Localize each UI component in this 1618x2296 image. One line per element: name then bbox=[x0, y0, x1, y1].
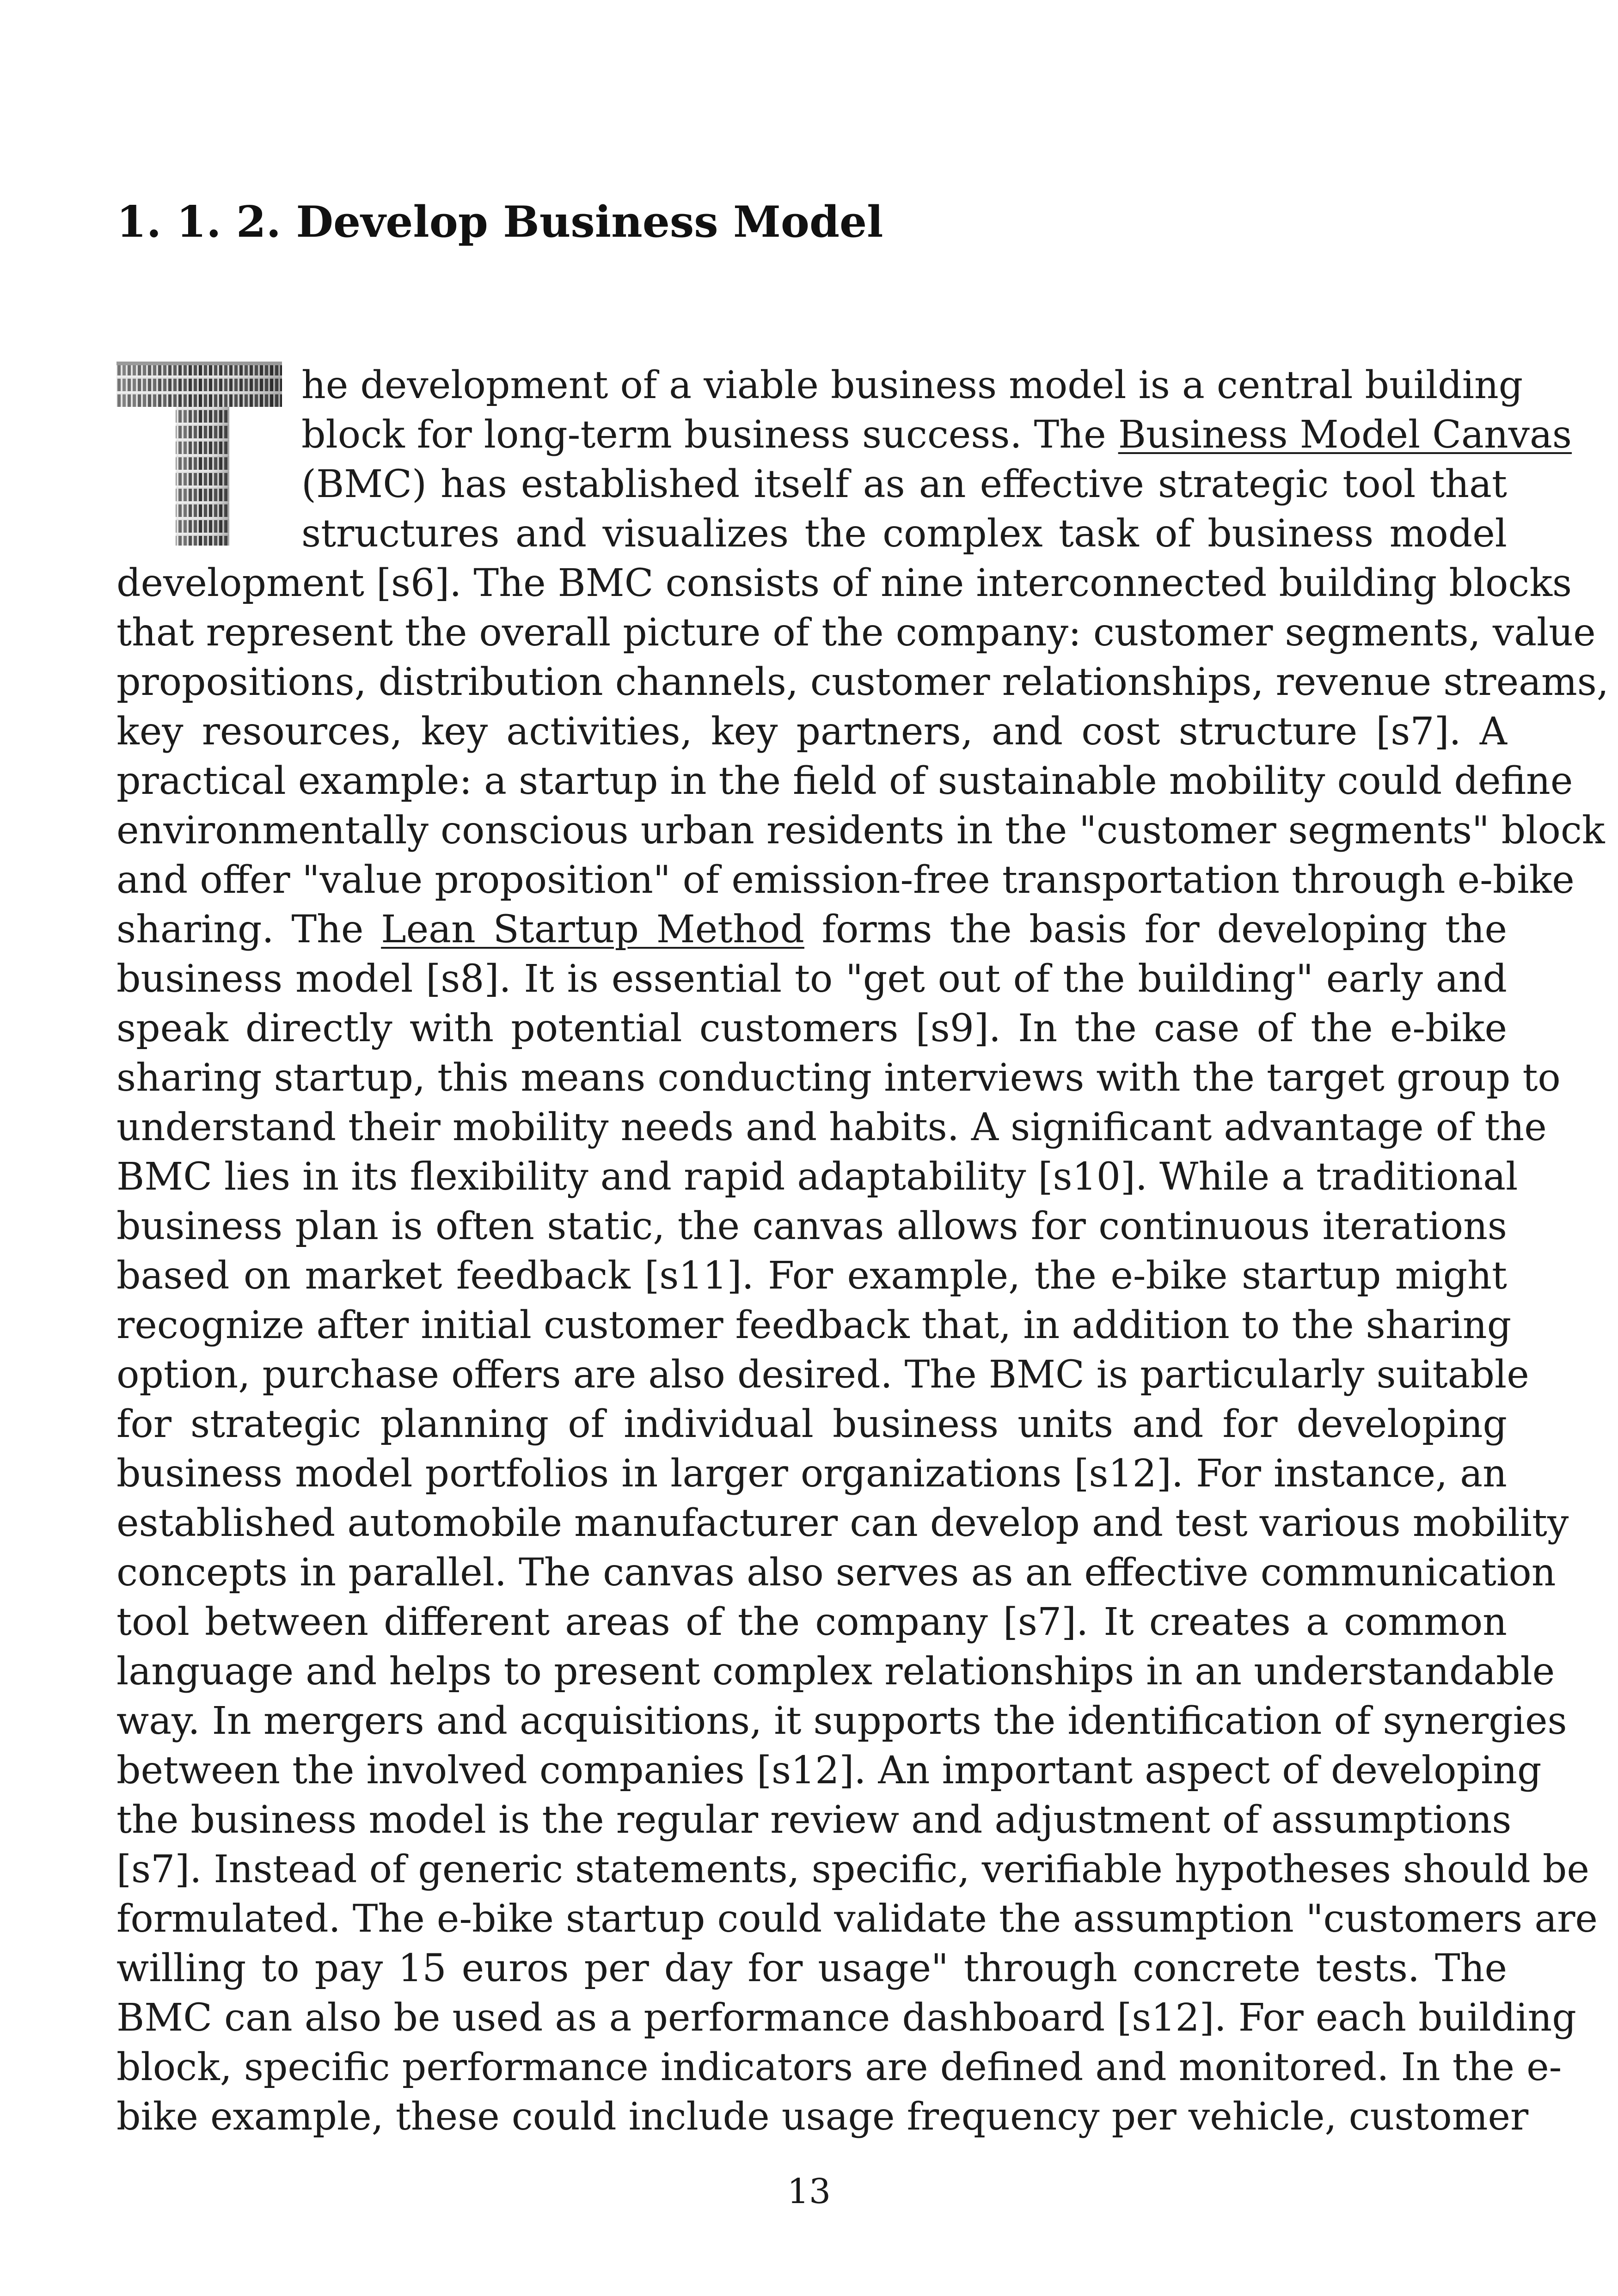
text-line: environmentally conscious urban residents in the "customer segments" block bbox=[116, 809, 1605, 853]
text-line: BMC lies in its flexibility and rapid adaptability [s10]. While a traditional bbox=[116, 1155, 1518, 1199]
text-line: that represent the overall picture of the company: customer segments, value bbox=[116, 611, 1596, 655]
tall-building-t-icon bbox=[116, 362, 282, 546]
text-line: between the involved companies [s12]. An important aspect of developing bbox=[116, 1749, 1542, 1793]
text-line: way. In mergers and acquisitions, it supports the identification of synergies bbox=[116, 1699, 1567, 1743]
lean-startup-method-link[interactable]: Lean Startup Method bbox=[381, 908, 804, 952]
text-line: tool between different areas of the company [s7]. It creates a common bbox=[116, 1600, 1507, 1644]
text-line: key resources, key activities, key partners, and cost structure [s7]. A bbox=[116, 710, 1507, 754]
text-line: willing to pay 15 euros per day for usage" through concrete tests. The bbox=[116, 1946, 1507, 1990]
text-line: (BMC) has established itself as an effective strategic tool that bbox=[301, 462, 1507, 506]
text-line: practical example: a startup in the field of sustainable mobility could define bbox=[116, 759, 1573, 803]
text-line: established automobile manufacturer can develop and test various mobility bbox=[116, 1501, 1569, 1545]
text-line: BMC can also be used as a performance dashboard [s12]. For each building bbox=[116, 1996, 1576, 2040]
text-line: based on market feedback [s11]. For example, the e-bike startup might bbox=[116, 1254, 1507, 1298]
text-line: recognize after initial customer feedback that, in addition to the sharing bbox=[116, 1303, 1512, 1347]
text-line: business model [s8]. It is essential to "get out of the building" early and bbox=[116, 957, 1507, 1001]
text-line: concepts in parallel. The canvas also serves as an effective communication bbox=[116, 1551, 1556, 1595]
text-line bbox=[301, 410, 1572, 460]
text-line bbox=[116, 905, 1507, 954]
text-line: sharing startup, this means conducting interviews with the target group to bbox=[116, 1056, 1561, 1100]
text-fragment: block for long-term business success. The bbox=[301, 413, 1118, 457]
text-fragment: sharing. The bbox=[116, 908, 381, 952]
page-number: 13 bbox=[787, 2172, 831, 2211]
text-line: structures and visualizes the complex task of business model bbox=[301, 512, 1507, 556]
text-line: the business model is the regular review and adjustment of assumptions bbox=[116, 1798, 1512, 1842]
business-model-canvas-link[interactable]: Business Model Canvas bbox=[1118, 413, 1572, 457]
text-line: for strategic planning of individual business units and for developing bbox=[116, 1402, 1507, 1446]
text-line: business model portfolios in larger organizations [s12]. For instance, an bbox=[116, 1452, 1507, 1496]
text-line: and offer "value proposition" of emission-free transportation through e-bike bbox=[116, 858, 1575, 902]
text-line: propositions, distribution channels, customer relationships, revenue streams, bbox=[116, 660, 1609, 704]
text-fragment: forms the basis for developing the bbox=[804, 908, 1507, 952]
text-line: [s7]. Instead of generic statements, specific, verifiable hypotheses should be bbox=[116, 1848, 1589, 1891]
text-line: formulated. The e-bike startup could validate the assumption "customers are bbox=[116, 1897, 1598, 1941]
text-line: understand their mobility needs and habits. A significant advantage of the bbox=[116, 1105, 1547, 1149]
text-line: block, specific performance indicators are defined and monitored. In the e- bbox=[116, 2045, 1562, 2089]
text-line: business plan is often static, the canvas allows for continuous iterations bbox=[116, 1204, 1507, 1248]
text-line: bike example, these could include usage frequency per vehicle, customer bbox=[116, 2095, 1529, 2139]
text-line: speak directly with potential customers [s9]. In the case of the e-bike bbox=[116, 1007, 1507, 1050]
text-line: option, purchase offers are also desired. The BMC is particularly suitable bbox=[116, 1353, 1529, 1397]
section-heading: 1. 1. 2. Develop Business Model bbox=[116, 196, 883, 247]
text-line: language and helps to present complex relationships in an understandable bbox=[116, 1650, 1555, 1694]
text-line: development [s6]. The BMC consists of nine interconnected building blocks bbox=[116, 561, 1572, 605]
text-line: he development of a viable business model is a central building bbox=[301, 363, 1523, 407]
